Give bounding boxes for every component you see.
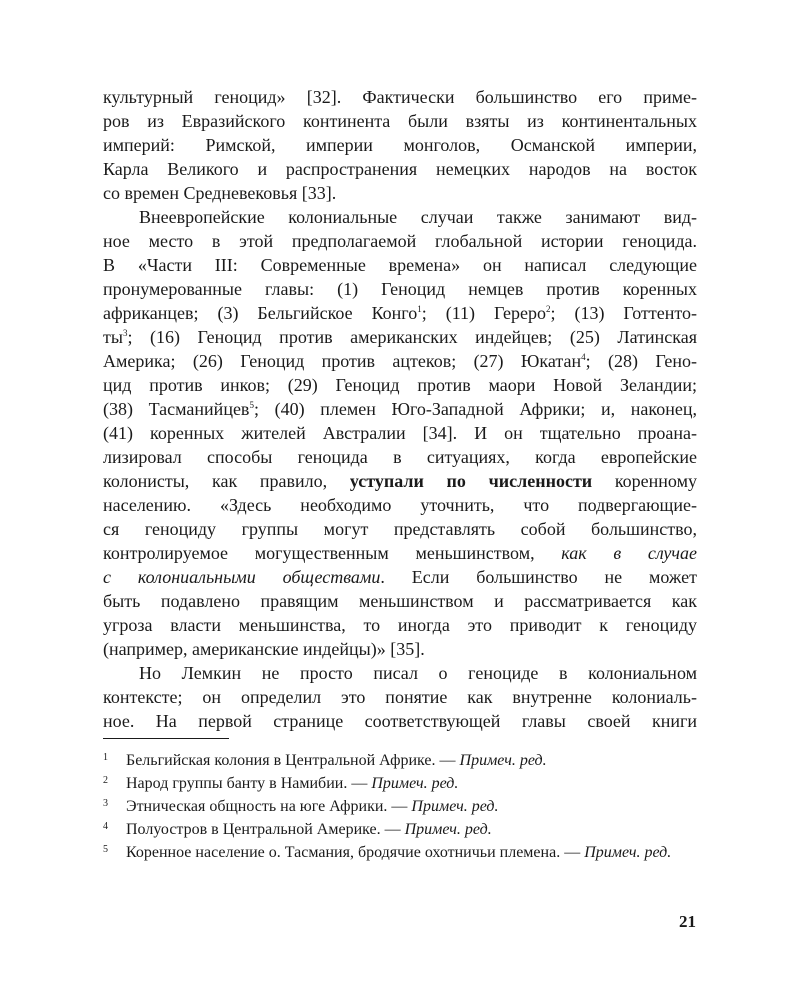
text-line xyxy=(103,469,697,493)
text-line: Внеевропейские колониальные случаи также занимают вид- xyxy=(139,207,697,227)
text-segment: Бельгийская колония в Центральной Африке. — xyxy=(126,752,460,769)
footnote-ref-4: 4 xyxy=(581,352,586,362)
text-line xyxy=(103,349,697,373)
text-segment: ; (13) Готтенто- xyxy=(550,303,697,323)
footnote-text xyxy=(126,795,697,818)
italic-emphasis: как в случае xyxy=(561,543,697,563)
footnote-ref-1: 1 xyxy=(417,304,422,314)
text-line: ся геноциду группы могут представлять собой большинство, xyxy=(103,519,697,539)
editor-note: Примеч. ред. xyxy=(371,775,459,792)
text-line: В «Части III: Современные времена» он написал следующие xyxy=(103,255,697,275)
footnote-2 xyxy=(103,772,697,795)
italic-emphasis: с колониальными обществами xyxy=(103,567,381,587)
text-line: пронумерованные главы: (1) Геноцид немцев против коренных xyxy=(103,279,697,299)
text-line: ное место в этой предполагаемой глобальной истории геноцида. xyxy=(103,231,697,251)
editor-note: Примеч. ред. xyxy=(584,844,672,861)
text-line: ров из Евразийского континента были взяты из континентальных xyxy=(103,111,697,131)
body-text xyxy=(103,85,697,733)
footnote-1 xyxy=(103,749,697,772)
footnote-divider xyxy=(103,738,229,739)
footnote-5 xyxy=(103,841,697,864)
text-segment: ; (16) Геноцид против американских индейцев; (25) Латинская xyxy=(127,327,697,347)
text-segment: Коренное население о. Тасмания, бродячие охотничьи племена. — xyxy=(126,844,585,861)
footnote-number: 5 xyxy=(103,844,108,855)
footnote-text xyxy=(126,818,697,841)
footnote-ref-2: 2 xyxy=(546,304,551,314)
text-line: лизировал способы геноцида в ситуациях, когда европейские xyxy=(103,447,697,467)
text-line: Карла Великого и распространения немецких народов на восток xyxy=(103,159,697,179)
footnote-text xyxy=(126,772,697,795)
footnote-number: 4 xyxy=(103,821,108,832)
text-segment: Этническая общность на юге Африки. — xyxy=(126,798,412,815)
editor-note: Примеч. ред. xyxy=(459,752,547,769)
text-line: контексте; он определил это понятие как внутренне колониаль- xyxy=(103,687,697,707)
text-line: ное. На первой странице соответствующей главы своей книги xyxy=(103,711,697,731)
text-segment: контролируемое могущественным меньшинством, xyxy=(103,543,562,563)
text-segment: ты xyxy=(103,327,123,347)
text-line xyxy=(103,301,697,325)
text-line xyxy=(103,565,697,589)
editor-note: Примеч. ред. xyxy=(411,798,499,815)
text-segment: Народ группы банту в Намибии. — xyxy=(126,775,372,792)
text-segment: колонисты, как правило, xyxy=(103,471,350,491)
text-segment: . Если большинство не может xyxy=(380,567,697,587)
text-line: цид против инков; (29) Геноцид против маори Новой Зеландии; xyxy=(103,375,697,395)
footnote-number: 1 xyxy=(103,752,108,763)
text-line: (например, американские индейцы)» [35]. xyxy=(103,639,425,659)
text-line: быть подавлено правящим меньшинством и рассматривается как xyxy=(103,591,697,611)
text-line: культурный геноцид» [32]. Фактически большинство его приме- xyxy=(103,87,697,107)
text-line xyxy=(103,397,697,421)
footnote-number: 2 xyxy=(103,775,108,786)
footnote-4 xyxy=(103,818,697,841)
text-line: Но Лемкин не просто писал о геноциде в колониальном xyxy=(139,663,697,683)
text-segment: Полуостров в Центральной Америке. — xyxy=(126,821,405,838)
footnote-ref-5: 5 xyxy=(249,400,254,410)
footnote-text xyxy=(126,749,697,772)
text-line xyxy=(103,541,697,565)
editor-note: Примеч. ред. xyxy=(404,821,492,838)
text-line: империй: Римской, империи монголов, Османской империи, xyxy=(103,135,697,155)
text-segment: ; (28) Гено- xyxy=(585,351,697,371)
footnote-3 xyxy=(103,795,697,818)
footnote-number: 3 xyxy=(103,798,108,809)
text-segment: ; (40) племен Юго-Западной Африки; и, наконец, xyxy=(253,399,697,419)
text-segment: коренному xyxy=(592,471,697,491)
text-line xyxy=(103,325,697,349)
text-segment: (38) Тасманийцев xyxy=(103,399,250,419)
footnote-ref-3: 3 xyxy=(122,328,128,338)
text-segment: ; (11) Гереро xyxy=(421,303,547,323)
bold-emphasis: уступали по численности xyxy=(349,471,593,491)
text-line: (41) коренных жителей Австралии [34]. И он тщательно проана- xyxy=(103,423,697,443)
text-segment: Америка; (26) Геноцид против ацтеков; (27) Юкатан xyxy=(103,351,582,371)
text-line: со времен Средневековья [33]. xyxy=(103,183,337,203)
text-line: населению. «Здесь необходимо уточнить, что подвергающие- xyxy=(103,495,697,515)
page-number: 21 xyxy=(679,912,696,931)
footnote-text xyxy=(126,841,697,864)
footnotes xyxy=(103,749,697,864)
text-line: угроза власти меньшинства, то иногда это приводит к геноциду xyxy=(103,615,697,635)
text-segment: африканцев; (3) Бельгийское Конго xyxy=(103,303,418,323)
